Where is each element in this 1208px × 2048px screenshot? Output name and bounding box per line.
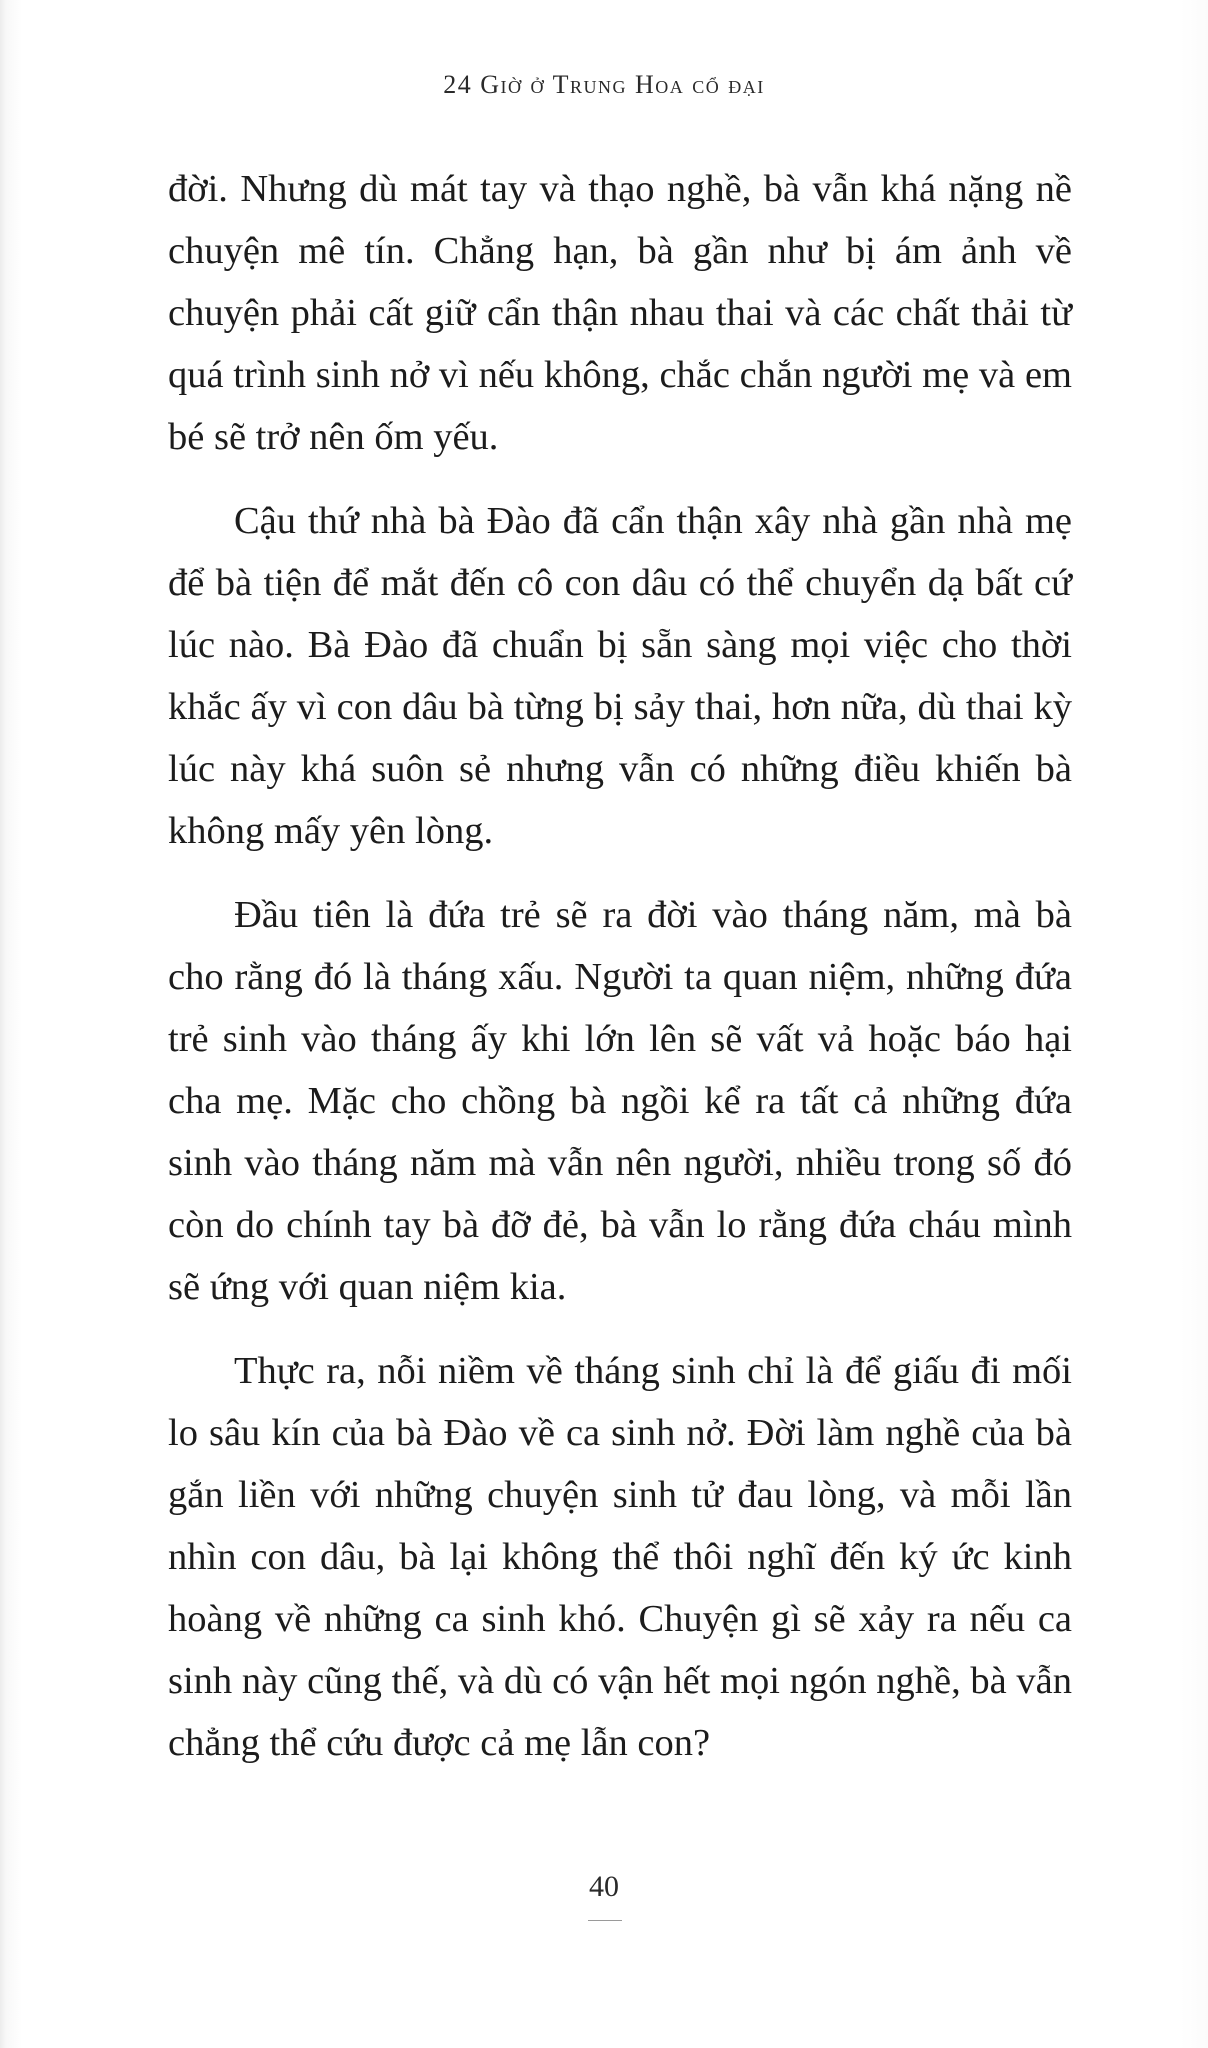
paragraph-continuation: đời. Nhưng dù mát tay và thạo nghề, bà vẫn khá nặng nề chuyện mê tín. Chẳng hạn, bà gần như bị ám ảnh về chuyện phải cất giữ cẩn thận nhau thai và các chất thải từ quá trình sinh nở vì nếu không, chắc chắn người mẹ và em bé sẽ trở nên ốm yếu. xyxy=(168,168,1072,458)
running-header-title: 24 Giờ ở Trung Hoa cổ đại xyxy=(443,70,765,99)
paragraph: Thực ra, nỗi niềm về tháng sinh chỉ là để giấu đi mối lo sâu kín của bà Đào về ca sinh nở. Đời làm nghề của bà gắn liền với những chuyện sinh tử đau lòng, và mỗi lần nhìn con dâu, bà lại không thể thôi nghĩ đến ký ức kinh hoàng về những ca sinh khó. Chuyện gì sẽ xảy ra nếu ca sinh này cũng thế, và dù có vận hết mọi ngón nghề, bà vẫn chẳng thể cứu được cả mẹ lẫn con? xyxy=(168,1350,1072,1764)
paragraph: Đầu tiên là đứa trẻ sẽ ra đời vào tháng năm, mà bà cho rằng đó là tháng xấu. Người ta quan niệm, những đứa trẻ sinh vào tháng ấy khi lớn lên sẽ vất vả hoặc báo hại cha mẹ. Mặc cho chồng bà ngồi kể ra tất cả những đứa sinh vào tháng năm mà vẫn nên người, nhiều trong số đó còn do chính tay bà đỡ đẻ, bà vẫn lo rằng đứa cháu mình sẽ ứng với quan niệm kia. xyxy=(168,894,1072,1308)
page-number: 40 xyxy=(589,1870,619,1903)
paragraph: Cậu thứ nhà bà Đào đã cẩn thận xây nhà gần nhà mẹ để bà tiện để mắt đến cô con dâu có thể chuyển dạ bất cứ lúc nào. Bà Đào đã chuẩn bị sẵn sàng mọi việc cho thời khắc ấy vì con dâu bà từng bị sảy thai, hơn nữa, dù thai kỳ lúc này khá suôn sẻ nhưng vẫn có những điều khiến bà không mấy yên lòng. xyxy=(168,500,1072,852)
page-number-underline xyxy=(588,1920,622,1921)
body-text xyxy=(168,158,1072,1796)
